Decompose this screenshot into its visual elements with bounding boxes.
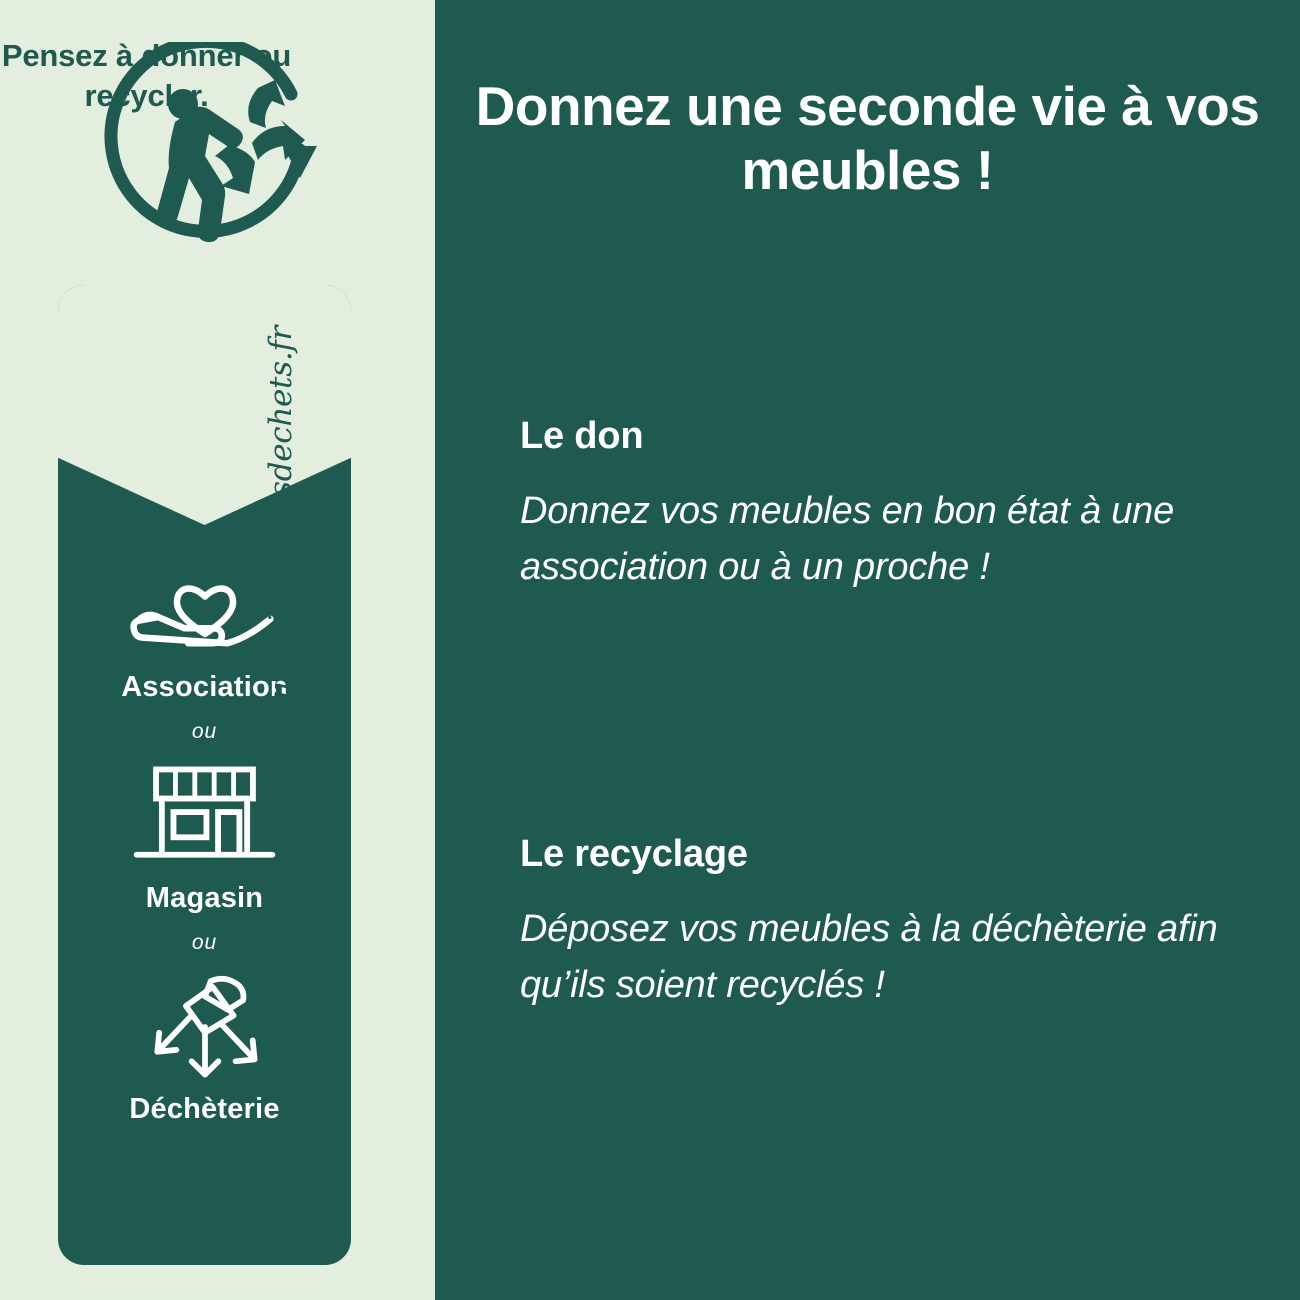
website-url[interactable]: https://quefairedemesdechets.fr	[263, 325, 299, 820]
section-don	[520, 415, 1220, 596]
separator-label-1: ou	[191, 720, 218, 743]
waste-drop-off-arrows-icon	[58, 967, 351, 1085]
hand-heart-icon	[58, 545, 351, 663]
left-panel	[0, 0, 435, 1300]
list-item	[58, 545, 351, 704]
section-recyclage	[520, 833, 1220, 1014]
list-item-label: Magasin	[145, 882, 264, 914]
banner-text: Pensez à donner ou recycler.	[1, 38, 292, 113]
section-body: Donnez vos meubles en bon état à une association ou à un proche !	[520, 490, 1175, 588]
list-item	[58, 967, 351, 1126]
section-body: Déposez vos meubles à la déchèterie afin qu’ils soient recyclés !	[520, 908, 1218, 1006]
right-panel	[435, 0, 1300, 1300]
list-item-label: Déchèterie	[129, 1093, 280, 1125]
section-title: Le recyclage	[520, 833, 748, 875]
list-item-label: Association	[121, 671, 288, 703]
shop-storefront-icon	[58, 756, 351, 874]
separator-label-2: ou	[191, 931, 218, 954]
section-title: Le don	[520, 415, 644, 457]
list-item	[58, 756, 351, 915]
item-list	[58, 545, 351, 1126]
page-title: Donnez une seconde vie à vos meubles !	[475, 75, 1260, 201]
